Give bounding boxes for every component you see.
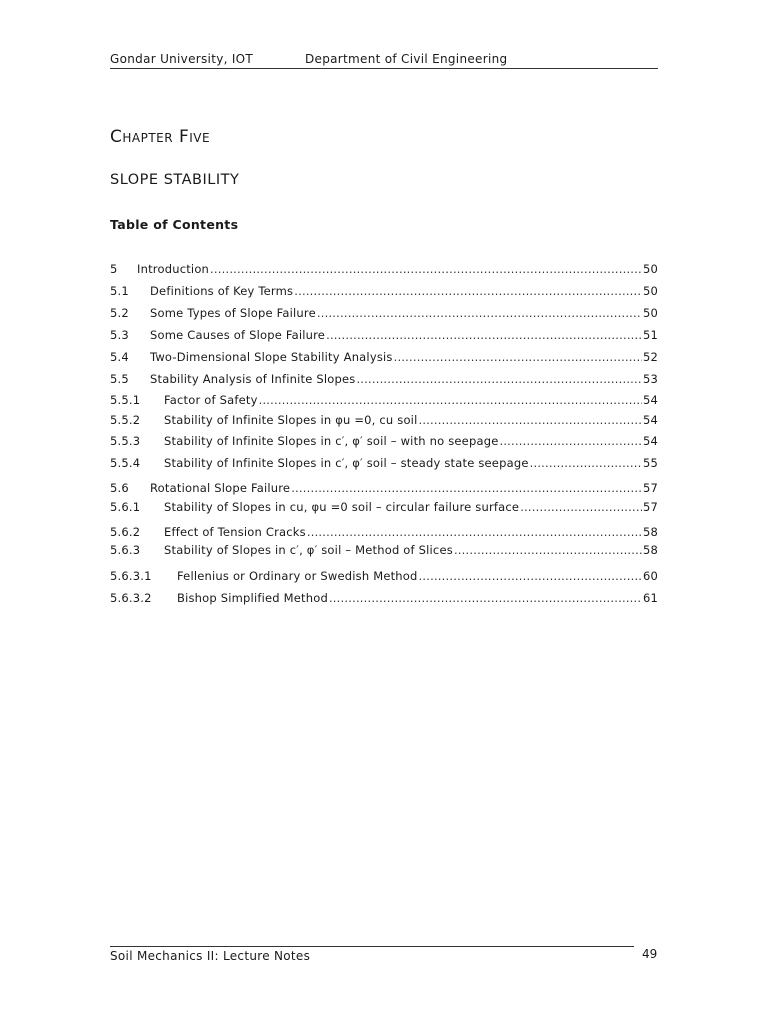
page-header: [110, 52, 658, 69]
toc-entry-page: 60: [642, 569, 658, 583]
toc-leader-dots: [326, 327, 642, 343]
toc-entry[interactable]: [110, 568, 658, 584]
toc-entry-page: 50: [642, 262, 658, 276]
toc-entry-title: Stability of Infinite Slopes in c′, φ′ soil – steady state seepage: [164, 456, 529, 470]
toc-heading: Table of Contents: [110, 217, 239, 232]
toc-entry-page: 54: [642, 393, 658, 407]
toc-entry-page: 57: [642, 481, 658, 495]
toc-leader-dots: [419, 568, 642, 584]
toc-leader-dots: [394, 349, 642, 365]
toc-entry-number: 5.6.1: [110, 500, 141, 514]
toc-leader-dots: [317, 305, 642, 321]
toc-entry-title: Stability of Infinite Slopes in c′, φ′ soil – with no seepage: [164, 434, 499, 448]
toc-leader-dots: [454, 542, 642, 558]
toc-entry-title: Introduction: [137, 262, 210, 276]
toc-entry-title: Some Types of Slope Failure: [150, 306, 316, 320]
toc-entry-page: 57: [642, 500, 658, 514]
toc-leader-dots: [259, 392, 642, 408]
toc-leader-dots: [530, 455, 642, 471]
toc-entry[interactable]: [110, 499, 658, 515]
chapter-title: Chapter Five: [110, 127, 211, 147]
toc-entry-number: 5.6.3.2: [110, 591, 152, 605]
toc-entry-title: Two-Dimensional Slope Stability Analysis: [150, 350, 393, 364]
toc-entry[interactable]: [110, 261, 658, 277]
header-university: Gondar University, IOT: [110, 52, 254, 66]
toc-entry-page: 54: [642, 413, 658, 427]
toc-entry-title: Stability of Infinite Slopes in φu =0, cu soil: [164, 413, 418, 427]
toc-leader-dots: [418, 412, 641, 428]
toc-entry[interactable]: [110, 524, 658, 540]
toc-entry-page: 55: [642, 456, 658, 470]
toc-entry[interactable]: [110, 305, 658, 321]
toc-entry-page: 50: [642, 284, 658, 298]
toc-entry-number: 5.5: [110, 372, 129, 386]
toc-entry-number: 5.5.2: [110, 413, 141, 427]
toc-entry-page: 58: [642, 543, 658, 557]
toc-entry-title: Stability of Slopes in c′, φ′ soil – Method of Slices: [164, 543, 453, 557]
toc-entry-page: 58: [642, 525, 658, 539]
toc-entry-number: 5.6.3.1: [110, 569, 152, 583]
toc-entry-title: Some Causes of Slope Failure: [150, 328, 326, 342]
toc-leader-dots: [520, 499, 642, 515]
toc-leader-dots: [329, 590, 642, 606]
toc-entry-number: 5: [110, 262, 118, 276]
footer-divider: [110, 946, 634, 947]
toc-entry-number: 5.1: [110, 284, 129, 298]
toc-entry-number: 5.4: [110, 350, 129, 364]
toc-entry-number: 5.5.4: [110, 456, 141, 470]
toc-entry-number: 5.6.2: [110, 525, 141, 539]
toc-leader-dots: [294, 283, 642, 299]
toc-entry-page: 54: [642, 434, 658, 448]
toc-entry[interactable]: [110, 412, 658, 428]
toc-entry-number: 5.5.3: [110, 434, 141, 448]
toc-entry-title: Stability of Slopes in cu, φu =0 soil – circular failure surface: [164, 500, 520, 514]
toc-entry-number: 5.5.1: [110, 393, 141, 407]
page-number: 49: [642, 947, 658, 961]
footer-text: Soil Mechanics II: Lecture Notes: [110, 949, 311, 963]
chapter-subtitle: SLOPE STABILITY: [110, 172, 240, 188]
toc-entry-title: Bishop Simplified Method: [177, 591, 328, 605]
toc-entry-title: Stability Analysis of Infinite Slopes: [150, 372, 356, 386]
toc-entry[interactable]: [110, 371, 658, 387]
toc-entry[interactable]: [110, 283, 658, 299]
toc-entry-number: 5.6.3: [110, 543, 141, 557]
toc-entry-number: 5.2: [110, 306, 129, 320]
toc-entry[interactable]: [110, 327, 658, 343]
toc-leader-dots: [291, 480, 642, 496]
toc-entry[interactable]: [110, 590, 658, 606]
toc-entry[interactable]: [110, 433, 658, 449]
toc-entry[interactable]: [110, 480, 658, 496]
toc-entry-number: 5.6: [110, 481, 129, 495]
toc-entry-number: 5.3: [110, 328, 129, 342]
toc-entry-title: Rotational Slope Failure: [150, 481, 291, 495]
toc-entry[interactable]: [110, 542, 658, 558]
toc-entry-page: 51: [642, 328, 658, 342]
toc-entry-title: Fellenius or Ordinary or Swedish Method: [177, 569, 418, 583]
toc-leader-dots: [499, 433, 641, 449]
toc-leader-dots: [307, 524, 642, 540]
header-department: Department of Civil Engineering: [305, 52, 508, 66]
toc-entry-title: Effect of Tension Cracks: [164, 525, 306, 539]
toc-entry-title: Factor of Safety: [164, 393, 258, 407]
toc-entry[interactable]: [110, 392, 658, 408]
toc-entry-title: Definitions of Key Terms: [150, 284, 294, 298]
toc-leader-dots: [356, 371, 642, 387]
toc-entry[interactable]: [110, 349, 658, 365]
toc-entry-page: 61: [642, 591, 658, 605]
toc-entry-page: 52: [642, 350, 658, 364]
toc-entry[interactable]: [110, 455, 658, 471]
toc-leader-dots: [210, 261, 642, 277]
toc-entry-page: 53: [642, 372, 658, 386]
toc-entry-page: 50: [642, 306, 658, 320]
